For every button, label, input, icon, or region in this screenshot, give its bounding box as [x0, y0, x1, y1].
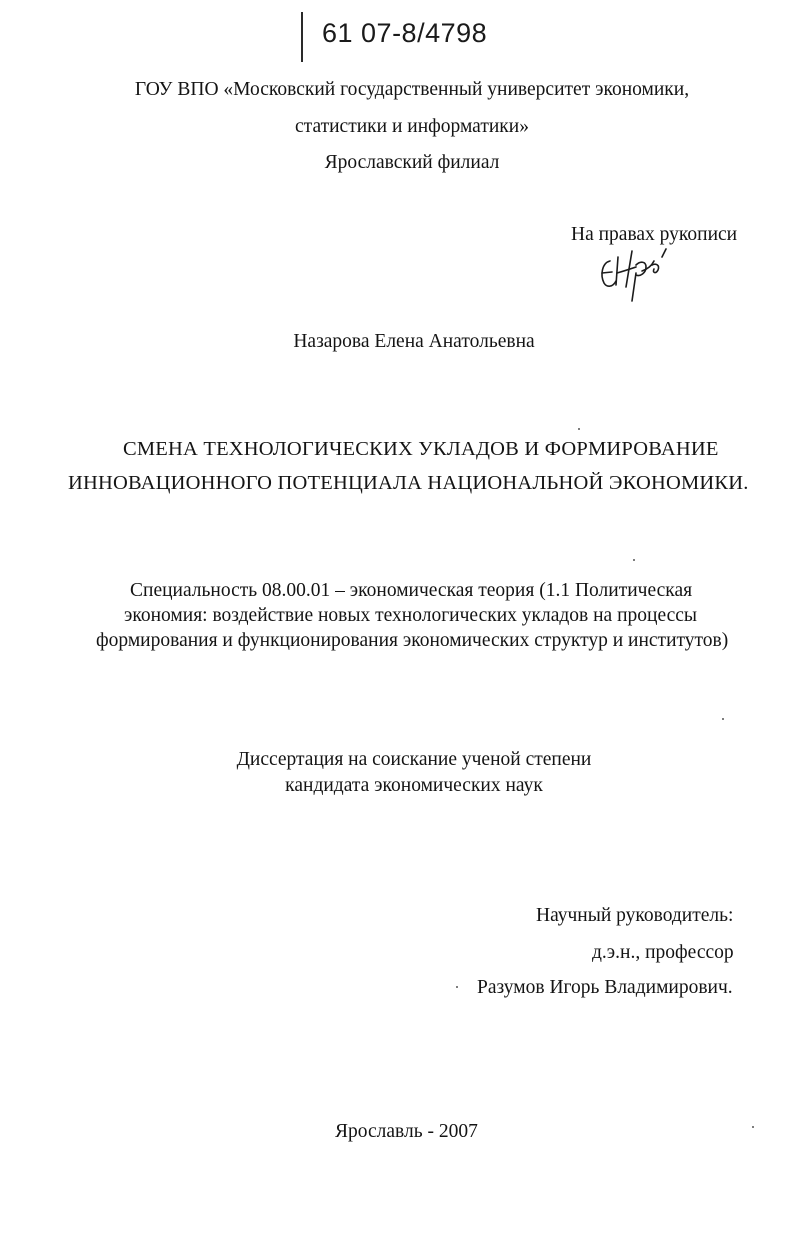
organization-line-1: ГОУ ВПО «Московский государственный университет экономики, [134, 79, 690, 100]
dissertation-title-line-2: ИННОВАЦИОННОГО ПОТЕНЦИАЛА НАЦИОНАЛЬНОЙ ЭКОНОМИКИ. [68, 472, 749, 494]
scan-speck [633, 559, 635, 561]
degree-statement-line-1: Диссертация на соискание ученой степени [236, 749, 592, 770]
manuscript-rights-note: На правах рукописи [571, 224, 738, 245]
supervisor-label: Научный руководитель: [536, 905, 734, 926]
specialty-line-2: экономия: воздействие новых технологических укладов на процессы [124, 605, 698, 626]
degree-statement-line-2: кандидата экономических наук [285, 775, 543, 796]
scan-speck [578, 428, 580, 430]
specialty-line-1: Специальность 08.00.01 – экономическая теория (1.1 Политическая [130, 580, 693, 601]
scan-speck [752, 1126, 754, 1128]
dissertation-title-line-1: СМЕНА ТЕХНОЛОГИЧЕСКИХ УКЛАДОВ И ФОРМИРОВАНИЕ [123, 438, 719, 460]
handwritten-signature [596, 243, 676, 305]
scan-speck [456, 986, 458, 988]
city-and-year: Ярославль - 2007 [335, 1121, 478, 1142]
specialty-line-3: формирования и функционирования экономических структур и институтов) [96, 630, 729, 651]
author-name: Назарова Елена Анатольевна [293, 331, 535, 352]
supervisor-name: Разумов Игорь Владимирович. [477, 977, 733, 998]
organization-line-2: статистики и информатики» [295, 116, 529, 137]
scan-edge-mark [301, 12, 303, 62]
scan-speck [722, 718, 724, 720]
catalog-number: 61 07-8/4798 [322, 18, 488, 48]
organization-branch: Ярославский филиал [324, 152, 500, 173]
supervisor-degree: д.э.н., профессор [592, 942, 734, 963]
